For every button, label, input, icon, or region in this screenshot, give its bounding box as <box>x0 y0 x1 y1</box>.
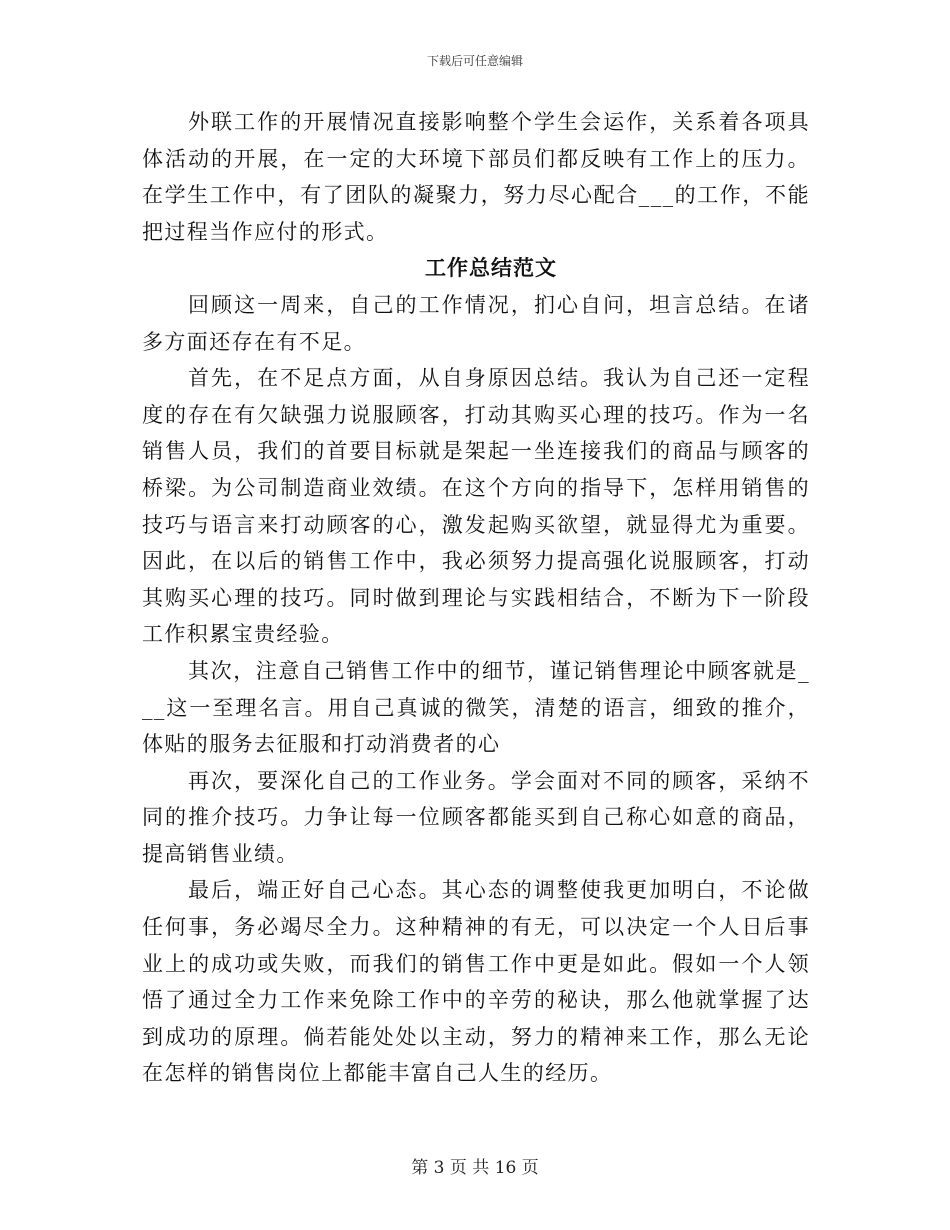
intro-paragraph: 外联工作的开展情况直接影响整个学生会运作，关系着各项具体活动的开展，在一定的大环境下部员们都反映有工作上的压力。在学生工作中，有了团队的凝聚力，努力尽心配合___的工作，不能把过程当作应付的形式。 <box>142 110 810 244</box>
paragraph-second: 其次，注意自己销售工作中的细节，谨记销售理论中顾客就是___这一至理名言。用自己真诚的微笑，清楚的语言，细致的推介，体贴的服务去征服和打动消费者的心 <box>142 658 810 757</box>
paragraph-third: 再次，要深化自己的工作业务。学会面对不同的顾客，采纳不同的推介技巧。力争让每一位顾客都能买到自己称心如意的商品，提高销售业绩。 <box>142 768 810 866</box>
section-title: 工作总结范文 <box>425 255 557 281</box>
paragraph-first: 首先，在不足点方面，从自身原因总结。我认为自己还一定程度的存在有欠缺强力说服顾客，打动其购买心理的技巧。作为一名销售人员，我们的首要目标就是架起一坐连接我们的商品与顾客的桥梁。为公司制造商业效绩。在这个方向的指导下，怎样用销售的技巧与语言来打动顾客的心，激发起购买欲望，就显得尤为重要。因此，在以后的销售工作中，我必须努力提高强化说服顾客，打动其购买心理的技巧。同时做到理论与实践相结合，不断为下一阶段工作积累宝贵经验。 <box>142 366 810 647</box>
paragraph-last: 最后，端正好自己心态。其心态的调整使我更加明白，不论做任何事，务必竭尽全力。这种精神的有无，可以决定一个人日后事业上的成功或失败，而我们的销售工作中更是如此。假如一个人领悟了通过全力工作来免除工作中的辛劳的秘诀，那么他就掌握了达到成功的原理。倘若能处处以主动，努力的精神来工作，那么无论在怎样的销售岗位上都能丰富自己人生的经历。 <box>142 878 810 1086</box>
page-number: 第 3 页 共 16 页 <box>411 1158 539 1178</box>
document-body <box>142 104 810 1092</box>
page-header-note: 下载后可任意编辑 <box>426 54 523 68</box>
paragraph-review: 回顾这一周来，自己的工作情况，扪心自问，坦言总结。在诸多方面还存在有不足。 <box>142 292 810 354</box>
